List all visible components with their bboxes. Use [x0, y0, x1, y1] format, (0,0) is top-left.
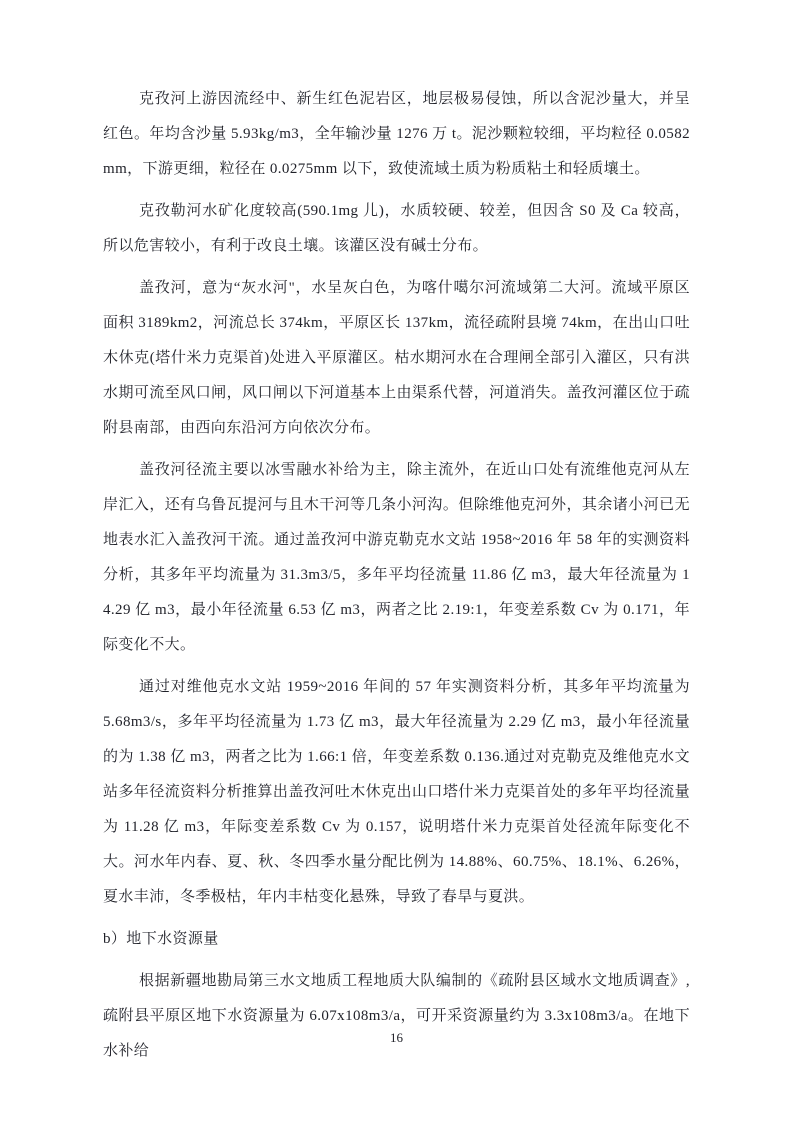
text-block	[103, 82, 690, 1069]
paragraph-gaizi-river-runoff: 盖孜河径流主要以冰雪融水补给为主，除主流外，在近山口处有流维他克河从左岸汇入，还有乌鲁瓦提河与且木干河等几条小河沟。但除维他克河外，其余诸小河已无地表水汇入盖孜河干流。通过盖孜河中游克勒克水文站 1958~2016 年 58 年的实测资料分析，其多年平均流量为 31.3m3/5，多年平均径流量 11.86 亿 m3，最大年径流量为 14.29 亿 m3，最小年径流量 6.53 亿 m3，两者之比 2.19:1，年变差系数 Cv 为 0.171，年际变化不大。	[103, 462, 690, 653]
heading-groundwater-resources: b）地下水资源量	[103, 931, 219, 947]
page-number: 16	[390, 1030, 403, 1045]
paragraph-weitake-station-analysis: 通过对维他克水文站 1959~2016 年间的 57 年实测资料分析，其多年平均流量为 5.68m3/s，多年平均径流量为 1.73 亿 m3，最大年径流量为 2.29 亿 m3，最小年径流量的为 1.38 亿 m3，两者之比为 1.66:1 倍，年变差系数 0.136.通过对克勒克及维他克水文站多年径流资料分析推算出盖孜河吐木休克出山口塔什米力克渠首处的多年平均径流量为 11.28 亿 m3，年际变差系数 Cv 为 0.157，说明塔什米力克渠首处径流年际变化不大。河水年内春、夏、秋、冬四季水量分配比例为 14.88%、60.75%、18.1%、6.26%，夏水丰沛，冬季极枯，年内丰枯变化悬殊，导致了春旱与夏洪。	[103, 679, 690, 905]
paragraph-kezi-river-sediment: 克孜河上游因流经中、新生红色泥岩区，地层极易侵蚀，所以含泥沙量大，并呈红色。年均含沙量 5.93kg/m3，全年输沙量 1276 万 t。泥沙颗粒较细，平均粒径 0.0582mm，下游更细，粒径在 0.0275mm 以下，致使流域土质为粉质粘土和轻质壤土。	[103, 91, 690, 177]
paragraph-groundwater-survey: 根据新疆地勘局第三水文地质工程地质大队编制的《疏附县区域水文地质调查》,疏附县平原区地下水资源量为 6.07x108m3/a，可开采资源量约为 3.3x108m3/a。在地下水补给	[103, 973, 690, 1059]
paragraph-gaizi-river-overview: 盖孜河，意为“灰水河"，水呈灰白色，为喀什噶尔河流域第二大河。流域平原区面积 3189km2，河流总长 374km，平原区长 137km，流径疏附县境 74km，在出山口吐木休克(塔什米力克渠首)处进入平原灌区。枯水期河水在合理闸全部引入灌区，只有洪水期可流至风口闸，风口闸以下河道基本上由渠系代替，河道消失。盖孜河灌区位于疏附县南部，由西向东沿河方向依次分布。	[103, 280, 690, 436]
paragraph-kezile-river-mineralization: 克孜勒河水矿化度较高(590.1mg 儿)，水质较硬、较差，但因含 S0 及 Ca 较高，所以危害较小，有利于改良土壤。该灌区没有碱士分布。	[103, 203, 690, 254]
